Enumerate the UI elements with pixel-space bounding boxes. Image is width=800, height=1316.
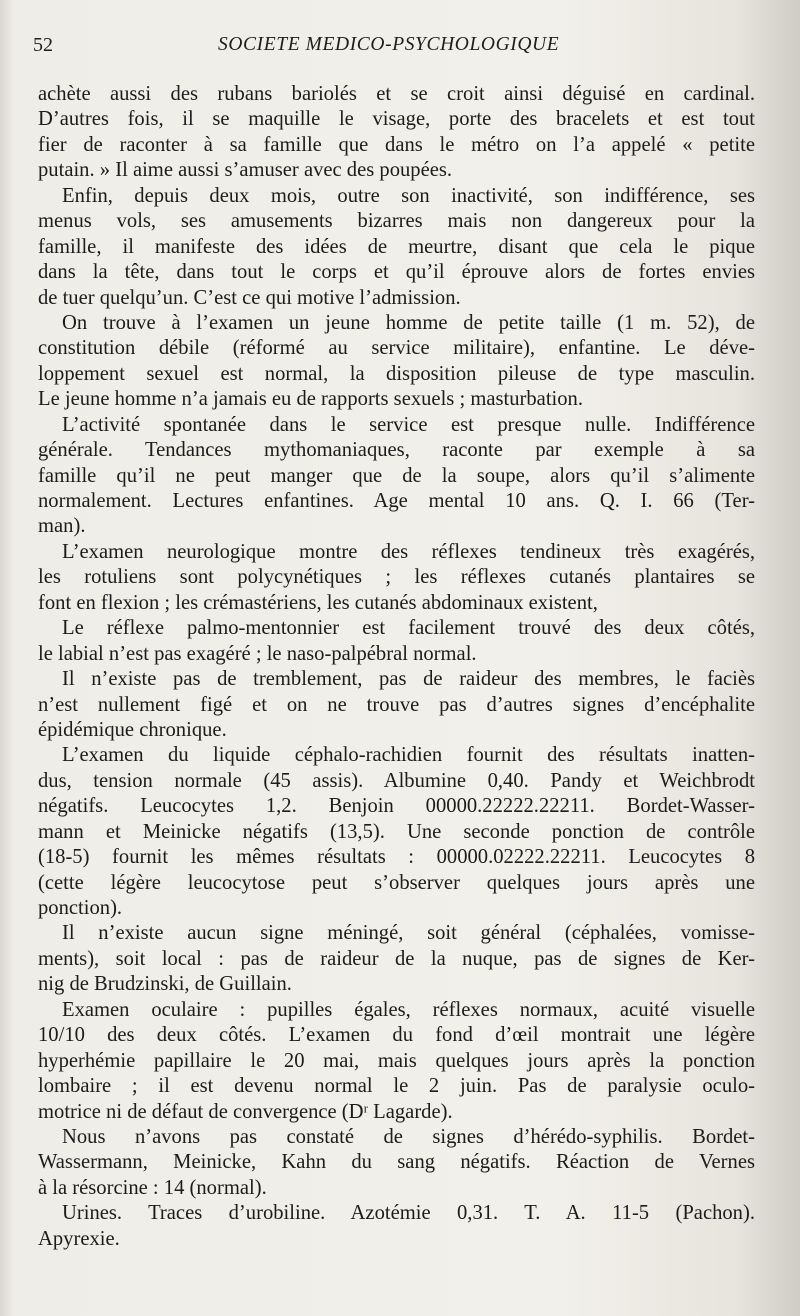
text-line: n’est nullement figé et on ne trouve pas d’autres signes d’encéphalite — [38, 693, 755, 716]
page-number: 52 — [33, 34, 53, 56]
text-line: négatifs. Leucocytes 1,2. Benjoin 00000.22222.22211. Bordet-Wasser- — [38, 795, 755, 818]
body-text — [38, 82, 755, 1252]
text-line: le labial n’est pas exagéré ; le naso-palpébral normal. — [38, 642, 477, 665]
text-line: On trouve à l’examen un jeune homme de petite taille (1 m. 52), de — [62, 311, 755, 334]
text-line: achète aussi des rubans bariolés et se croit ainsi déguisé en cardinal. — [38, 83, 755, 105]
text-line: Il n’existe pas de tremblement, pas de raideur des membres, le faciès — [62, 668, 755, 691]
text-line: Il n’existe aucun signe méningé, soit général (céphalées, vomisse- — [62, 922, 755, 945]
text-line: Wassermann, Meinicke, Kahn du sang négatifs. Réaction de Vernes — [38, 1151, 755, 1174]
text-line: L’examen du liquide céphalo-rachidien fournit des résultats inatten- — [62, 744, 755, 767]
text-line: Enfin, depuis deux mois, outre son inactivité, son indifférence, ses — [62, 184, 755, 207]
text-line: Nous n’avons pas constaté de signes d’hérédo-syphilis. Bordet- — [62, 1125, 755, 1148]
scan-edge-shadow — [0, 0, 14, 1316]
page-header — [0, 34, 800, 64]
text-line: Urines. Traces d’urobiline. Azotémie 0,31. T. A. 11-5 (Pachon). — [62, 1202, 755, 1225]
text-line: Examen oculaire : pupilles égales, réflexes normaux, acuité visuelle — [62, 998, 755, 1021]
text-line: épidémique chronique. — [38, 718, 227, 741]
text-line: lombaire ; il est devenu normal le 2 juin. Pas de paralysie oculo- — [38, 1075, 755, 1098]
text-line: motrice ni de défaut de convergence (Dʳ Lagarde). — [38, 1100, 453, 1123]
running-title: SOCIETE MEDICO-PSYCHOLOGIQUE — [218, 34, 560, 55]
text-line: ments), soit local : pas de raideur de la nuque, pas de signes de Ker- — [38, 947, 755, 970]
text-line: L’activité spontanée dans le service est presque nulle. Indifférence — [62, 413, 755, 436]
text-line: (cette légère leucocytose peut s’observer quelques jours après une — [38, 871, 755, 894]
text-line: famille qu’il ne peut manger que de la soupe, alors qu’il s’alimente — [38, 464, 755, 487]
text-line: nig de Brudzinski, de Guillain. — [38, 973, 292, 996]
text-line: loppement sexuel est normal, la disposition pileuse de type masculin. — [38, 362, 755, 385]
text-line: les rotuliens sont polycynétiques ; les réflexes cutanés plantaires se — [38, 566, 755, 589]
text-line: (18-5) fournit les mêmes résultats : 00000.02222.22211. Leucocytes 8 — [38, 846, 755, 869]
text-line: L’examen neurologique montre des réflexes tendineux très exagérés, — [62, 540, 755, 563]
text-line: Apyrexie. — [38, 1227, 120, 1250]
text-line: man). — [38, 515, 86, 538]
text-line: hyperhémie papillaire le 20 mai, mais quelques jours après la ponction — [38, 1049, 755, 1072]
text-line: D’autres fois, il se maquille le visage, porte des bracelets et est tout — [38, 108, 755, 131]
text-line: constitution débile (réformé au service militaire), enfantine. Le déve- — [38, 337, 755, 360]
text-line: normalement. Lectures enfantines. Age mental 10 ans. Q. I. 66 (Ter- — [38, 490, 755, 512]
text-line: fier de raconter à sa famille que dans le métro on l’a appelé « petite — [38, 133, 755, 156]
text-line: Le jeune homme n’a jamais eu de rapports sexuels ; masturbation. — [38, 388, 584, 411]
text-line: dus, tension normale (45 assis). Albumine 0,40. Pandy et Weichbrodt — [38, 769, 755, 792]
text-line: de tuer quelqu’un. C’est ce qui motive l’admission. — [38, 286, 461, 309]
text-line: Le réflexe palmo-mentonnier est facilement trouvé des deux côtés, — [62, 617, 755, 640]
text-line: 10/10 des deux côtés. L’examen du fond d’œil montrait une légère — [38, 1024, 755, 1047]
text-line: à la résorcine : 14 (normal). — [38, 1176, 267, 1199]
text-line: ponction). — [38, 897, 123, 919]
text-line: menus vols, ses amusements bizarres mais non dangereux pour la — [38, 210, 755, 233]
text-line: mann et Meinicke négatifs (13,5). Une seconde ponction de contrôle — [38, 820, 755, 843]
text-line: famille, il manifeste des idées de meurtre, disant que cela le pique — [38, 235, 755, 258]
text-line: dans la tête, dans tout le corps et qu’il éprouve alors de fortes envies — [38, 261, 755, 284]
text-line: putain. » Il aime aussi s’amuser avec des poupées. — [38, 159, 453, 182]
text-line: font en flexion ; les crémastériens, les cutanés abdominaux existent, — [38, 591, 598, 614]
text-line: générale. Tendances mythomaniaques, raconte par exemple à sa — [38, 439, 755, 462]
